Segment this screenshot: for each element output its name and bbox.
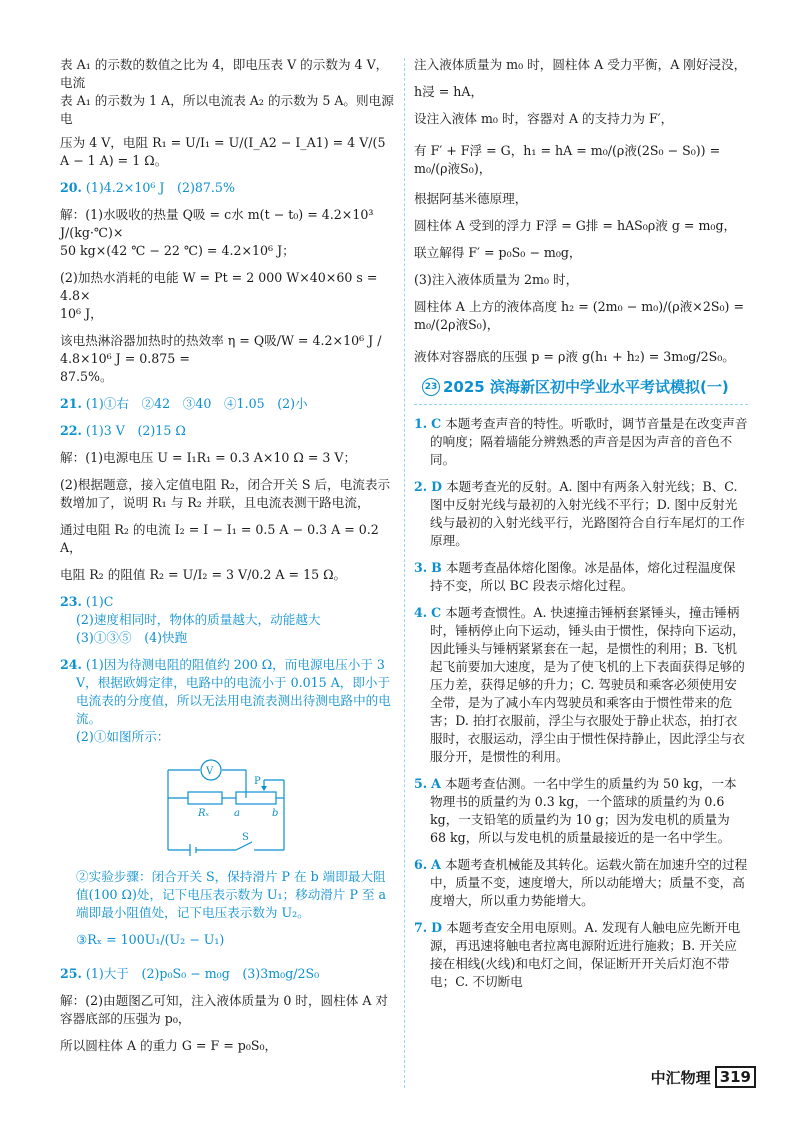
solution-line: 87.5%。 [60,369,113,384]
slider-arrow [261,786,267,791]
answer-24-4: ③Rₓ = 100U₁/(U₂ − U₁) [76,932,225,947]
rx-label: Rₓ [198,808,210,819]
solution-line: (2)加热水消耗的电能 W = Pt = 2 000 W×40×60 s = 4.8× [60,270,378,303]
answer-20: 20. (1)4.2×10⁶ J (2)87.5% [60,180,235,195]
answer-item: 2. D 本题考查光的反射。A. 图中有两条入射光线；B、C. 图中反射光线与最初的入射光线不平行；D. 图中反射光线与最初的入射光线平行，光路图符合自行车尾灯的工作原理。 [414,479,745,548]
answer-23-3: (3)①③⑤ (4)快跑 [76,630,188,645]
answer-item: 6. A 本题考查机械能及其转化。运载火箭在加速升空的过程中，质量不变，速度增大，所以动能增大；质量不变，高度增大，所以重力势能增大。 [414,857,748,908]
rheostat [236,792,276,804]
solution-line: 圆柱体 A 上方的液体高度 h₂ = (2m₀ − m₀)/(ρ液×2S₀) = m₀/(2ρ液S₀)， [414,299,745,332]
resistor-rx [188,792,222,804]
answer-item: 3. B 本题考查晶体熔化图像。冰是晶体，熔化过程温度保持不变，所以 BC 段表示熔化过程。 [414,560,736,593]
solution-line: 联立解得 F′ = p₀S₀ − m₀g， [414,245,582,260]
answer-item: 7. D 本题考查安全用电原则。A. 发现有人触电应先断开电源，再迅速将触电者拉离电源附近进行施救；B. 开关应接在相线(火线)和电灯之间，保证断开开关后灯泡不带电；C. 不切断电 [414,920,741,989]
solution-line: 注入液体质量为 m₀ 时，圆柱体 A 受力平衡，A 刚好浸没， [414,57,747,72]
solution-line: 有 F′ + F浮 = G，h₁ = hA = m₀/(ρ液(2S₀ − S₀)) = m₀/(ρ液S₀)， [414,143,721,176]
answer-23: 23. (1)C [60,594,114,609]
page-footer [651,1066,756,1088]
section-title-text: 2025 滨海新区初中学业水平考试模拟(一) [443,378,729,396]
terminal-a-label: a [234,808,240,819]
answer-24: 24. (1)因为待测电阻的阻值约 200 Ω，而电源电压小于 3 V，根据欧姆定律，电路中的电流小于 0.015 A，即小于电流表的分度值，所以无法用电流表测出待测电路中的电流。 [60,657,391,726]
solution-line: 该电热淋浴器加热时的热效率 η = Q吸/W = 4.2×10⁶ J / 4.8×10⁶ J = 0.875 = [60,333,382,366]
section-number-badge: 23 [422,378,440,396]
solution-line: 液体对容器底的压强 p = ρ液 g(h₁ + h₂) = 3m₀g/2S₀。 [414,349,735,364]
switch-lever [236,842,252,850]
solution-line: 10⁶ J， [60,306,103,321]
solution-line: 解：(1)水吸收的热量 Q吸 = c水 m(t − t₀) = 4.2×10³ J/(kg·℃)× [60,207,374,240]
solution-line: 设注入液体 m₀ 时，容器对 A 的支持力为 F′， [414,111,674,126]
solution-line: 电阻 R₂ 的阻值 R₂ = U/I₂ = 3 V/0.2 A = 15 Ω。 [60,567,347,582]
solution-line: 根据阿基米德原理， [414,191,528,206]
answer-25: 25. (1)大于 (2)p₀S₀ − m₀g (3)3m₀g/2S₀ [60,966,320,981]
text-line: 压为 4 V，电阻 R₁ = U/I₁ = U/(I_A2 − I_A1) = 4 V/(5 A − 1 A) = 1 Ω。 [60,135,386,168]
solution-line: 解：(1)电源电压 U = I₁R₁ = 0.3 A×10 Ω = 3 V； [60,450,357,465]
page-number: 319 [715,1066,756,1088]
section-title [422,378,748,396]
answer-item: 5. A 本题考查估测。一名中学生的质量约为 50 kg，一本物理书的质量约为 0.3 kg，一个篮球的质量约为 0.6 kg，一支铅笔的质量约为 10 g；因为发电机的质量为 68 kg，所以与发电机的质量最接近的是一名中学生。 [414,776,737,845]
solution-line: 通过电阻 R₂ 的电流 I₂ = I − I₁ = 0.5 A − 0.3 A = 0.2 A， [60,522,379,555]
brand-name: 中汇物理 [650,1068,711,1087]
solution-line: (3)注入液体质量为 2m₀ 时， [414,272,579,287]
switch-label: S [242,832,249,843]
voltmeter-label: V [206,766,214,777]
solution-line: (2)根据题意，接入定值电阻 R₂，闭合开关 S 后，电流表示数增加了，说明 R₁ 与 R₂ 并联，且电流表测干路电流， [60,477,391,510]
answer-21: 21. (1)①右 ②42 ③40 ④1.05 (2)小 [60,396,308,411]
answer-23-2: (2)速度相同时，物体的质量越大，动能越大 [76,612,321,627]
slider-label: P [254,776,261,787]
answer-22: 22. (1)3 V (2)15 Ω [60,423,186,438]
section-rule [414,404,748,405]
answer-24-2: (2)①如图所示： [76,729,170,744]
solution-line: 解：(2)由题图乙可知，注入液体质量为 0 时，圆柱体 A 对容器底部的压强为 p₀， [60,993,389,1026]
text-line: 表 A₁ 的示数为 1 A，所以电流表 A₂ 的示数为 5 A。则电源电 [60,93,394,126]
answer-item: 4. C 本题考查惯性。A. 快速撞击锤柄套紧锤头，撞击锤柄时，锤柄停止向下运动，锤头由于惯性，保持向下运动，因此锤头与锤柄紧紧套在一起，是惯性的利用；B. 飞机起飞前要加大速度，是为了使飞机的上下表面获得足够的压力差，获得足够的升力；C. 驾驶员和乘客必须使用安全带，是为了减小车内驾驶员和乘客由于惯性带来的危害；D. 拍打衣服前，浮尘与衣服处于静止状态，拍打衣服时，衣服运动，浮尘由于惯性保持静止，因此浮尘与衣服分开，是惯性的利用。 [414,605,745,764]
top-scan-mark [300,0,500,8]
right-column [414,56,748,1000]
answer-24-3: ②实验步骤：闭合开关 S，保持滑片 P 在 b 端即最大阻值(100 Ω)处，记下电压表示数为 U₁；移动滑片 P 至 a 端即最小阻值处，记下电压表示数为 U₂。 [76,869,387,920]
solution-line: 圆柱体 A 受到的浮力 F浮 = G排 = hAS₀ρ液 g = m₀g， [414,218,737,233]
terminal-b-label: b [272,808,279,819]
column-divider [404,58,405,1088]
answer-item: 1. C 本题考查声音的特性。听歌时，调节音量是在改变声音的响度；隔着墙能分辨熟悉的声音是因为声音的音色不同。 [414,416,748,467]
solution-line: h浸 = hA， [414,84,484,99]
solution-line: 50 kg×(42 ℃ − 22 ℃) = 4.2×10⁶ J； [60,243,295,258]
text-line: 表 A₁ 的示数的数值之比为 4，即电压表 V 的示数为 4 V，电流 [60,57,389,90]
solution-line: 所以圆柱体 A 的重力 G = F = p₀S₀， [60,1038,278,1053]
circuit-diagram [160,750,290,858]
answer-list [414,415,748,991]
left-column [60,56,394,1064]
